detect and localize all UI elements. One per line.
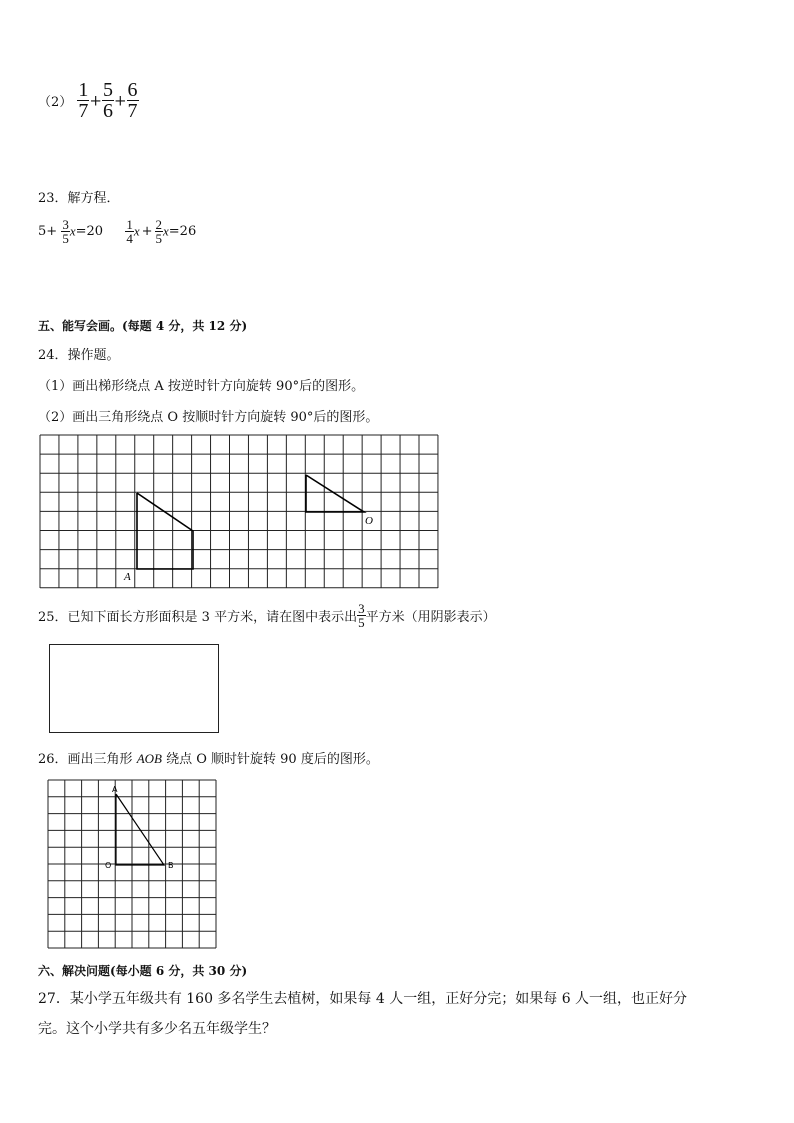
fraction — [125, 218, 134, 245]
point-a-label: A — [112, 785, 118, 794]
q26-prefix: 26．画出三角形 — [38, 752, 137, 767]
fraction — [357, 602, 366, 629]
denominator: 7 — [78, 100, 89, 122]
triangle — [306, 475, 364, 512]
point-o-label: O — [365, 515, 373, 527]
point-a-label: A — [124, 571, 131, 583]
fraction — [155, 218, 164, 245]
q22-expression — [38, 80, 139, 121]
point-b-label: B — [168, 861, 174, 870]
triangle-aob — [116, 794, 164, 865]
fraction — [102, 80, 114, 121]
q22-label: （2） — [38, 95, 73, 110]
q24-part1: （1）画出梯形绕点 A 按逆时针方向旋转 90°后的图形。 — [38, 379, 365, 394]
q23-title: 23．解方程． — [38, 191, 120, 206]
variable-x: x — [163, 223, 169, 239]
numerator: 6 — [127, 79, 138, 101]
eq1-rhs: =20 — [75, 224, 104, 239]
numerator: 3 — [358, 601, 365, 616]
q25-text-after: 平方米（用阴影表示） — [365, 610, 496, 625]
eq2-rhs: =26 — [168, 224, 197, 239]
q25-text — [38, 602, 496, 629]
variable-x: x — [69, 223, 76, 239]
numerator: 1 — [78, 79, 89, 101]
section5-title: 五、能写会画。(每题 4 分，共 12 分) — [38, 319, 248, 333]
q25-rectangle — [49, 644, 219, 733]
grid — [40, 435, 438, 588]
fraction — [127, 80, 139, 121]
numerator: 2 — [155, 217, 162, 232]
q27-line2: 完。这个小学共有多少名五年级学生？ — [38, 1021, 276, 1037]
grid — [48, 780, 216, 948]
denominator: 4 — [126, 231, 133, 246]
eq1-prefix: 5+ — [38, 224, 58, 239]
q23-equations — [38, 218, 196, 245]
point-o-label: O — [105, 861, 112, 870]
numerator: 5 — [102, 79, 113, 101]
denominator: 6 — [102, 100, 113, 122]
q26-text — [38, 748, 379, 767]
q26-suffix: 绕点 O 顺时针旋转 90 度后的图形。 — [161, 752, 379, 767]
q26-grid-figure — [48, 780, 218, 950]
q24-part2: （2）画出三角形绕点 O 按顺时针方向旋转 90°后的图形。 — [38, 410, 379, 425]
q24-grid-figure — [40, 435, 440, 589]
variable-x: x — [133, 223, 140, 239]
triangle-name: AOB — [136, 751, 162, 766]
denominator: 7 — [127, 100, 138, 122]
numerator: 3 — [62, 217, 69, 232]
q27-line1: 27．某小学五年级共有 160 多名学生去植树，如果每 4 人一组，正好分完；如果每 6 人一组，也正好分 — [38, 991, 688, 1007]
q25-text-before: 25．已知下面长方形面积是 3 平方米，请在图中表示出 — [38, 610, 358, 625]
numerator: 1 — [126, 217, 133, 232]
fraction — [77, 80, 89, 121]
denominator: 5 — [358, 615, 365, 630]
plus-sign: + — [141, 224, 153, 239]
section6-title: 六、解决问题(每小题 6 分，共 30 分) — [38, 964, 248, 978]
q24-title: 24．操作题。 — [38, 348, 120, 363]
denominator: 5 — [155, 231, 162, 246]
fraction — [61, 218, 70, 245]
plus-sign: + — [89, 91, 102, 110]
denominator: 5 — [62, 231, 69, 246]
plus-sign: + — [113, 91, 127, 110]
